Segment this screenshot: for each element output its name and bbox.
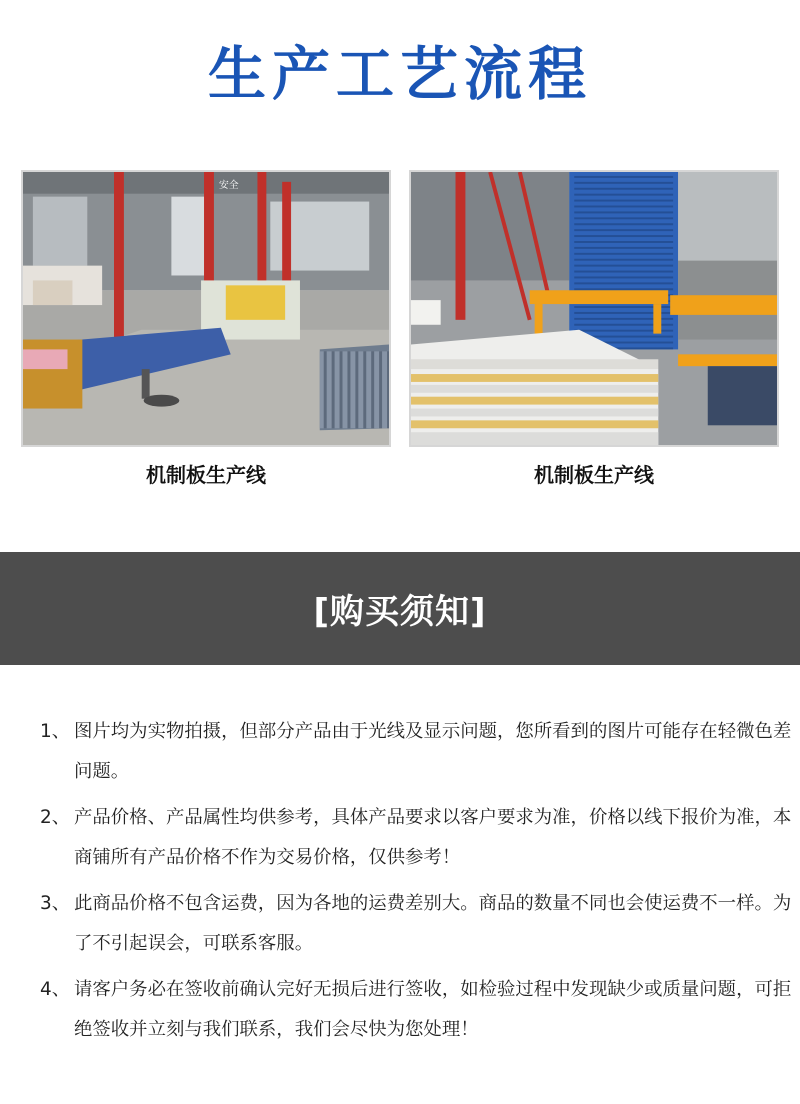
notice-item-text: 请客户务必在签收前确认完好无损后进行签收，如检验过程中发现缺少或质量问题，可拒绝签收并立刻与我们联系，我们会尽快为您处理！ (74, 979, 792, 1040)
notice-item (40, 712, 792, 792)
notice-heading: [购买须知] (313, 592, 487, 632)
notice-item-number: 2、 (40, 807, 71, 828)
notice-item (40, 798, 792, 878)
notice-item-number: 3、 (40, 893, 71, 914)
notice-item-number: 1、 (40, 721, 71, 742)
factory-photo-right (409, 170, 779, 447)
notice-item-number: 4、 (40, 979, 71, 1000)
notice-item (40, 884, 792, 964)
notice-item-text: 产品价格、产品属性均供参考，具体产品要求以客户要求为准，价格以线下报价为准，本商铺所有产品价格不作为交易价格，仅供参考！ (74, 807, 792, 868)
notice-item-text: 此商品价格不包含运费，因为各地的运费差别大。商品的数量不同也会使运费不一样。为了不引起误会，可联系客服。 (74, 893, 792, 954)
page-title: 生产工艺流程 (207, 40, 592, 108)
notice-item-text: 图片均为实物拍摄，但部分产品由于光线及显示问题，您所看到的图片可能存在轻微色差问题。 (74, 721, 792, 782)
factory-photo-left (21, 170, 391, 447)
notice-item (40, 970, 792, 1050)
safety-sign-text: 安全 (218, 179, 239, 191)
notice-list (0, 712, 800, 1056)
notice-banner (0, 552, 800, 665)
photo-caption-right: 机制板生产线 (534, 463, 654, 487)
photo-caption-left: 机制板生产线 (146, 463, 266, 487)
